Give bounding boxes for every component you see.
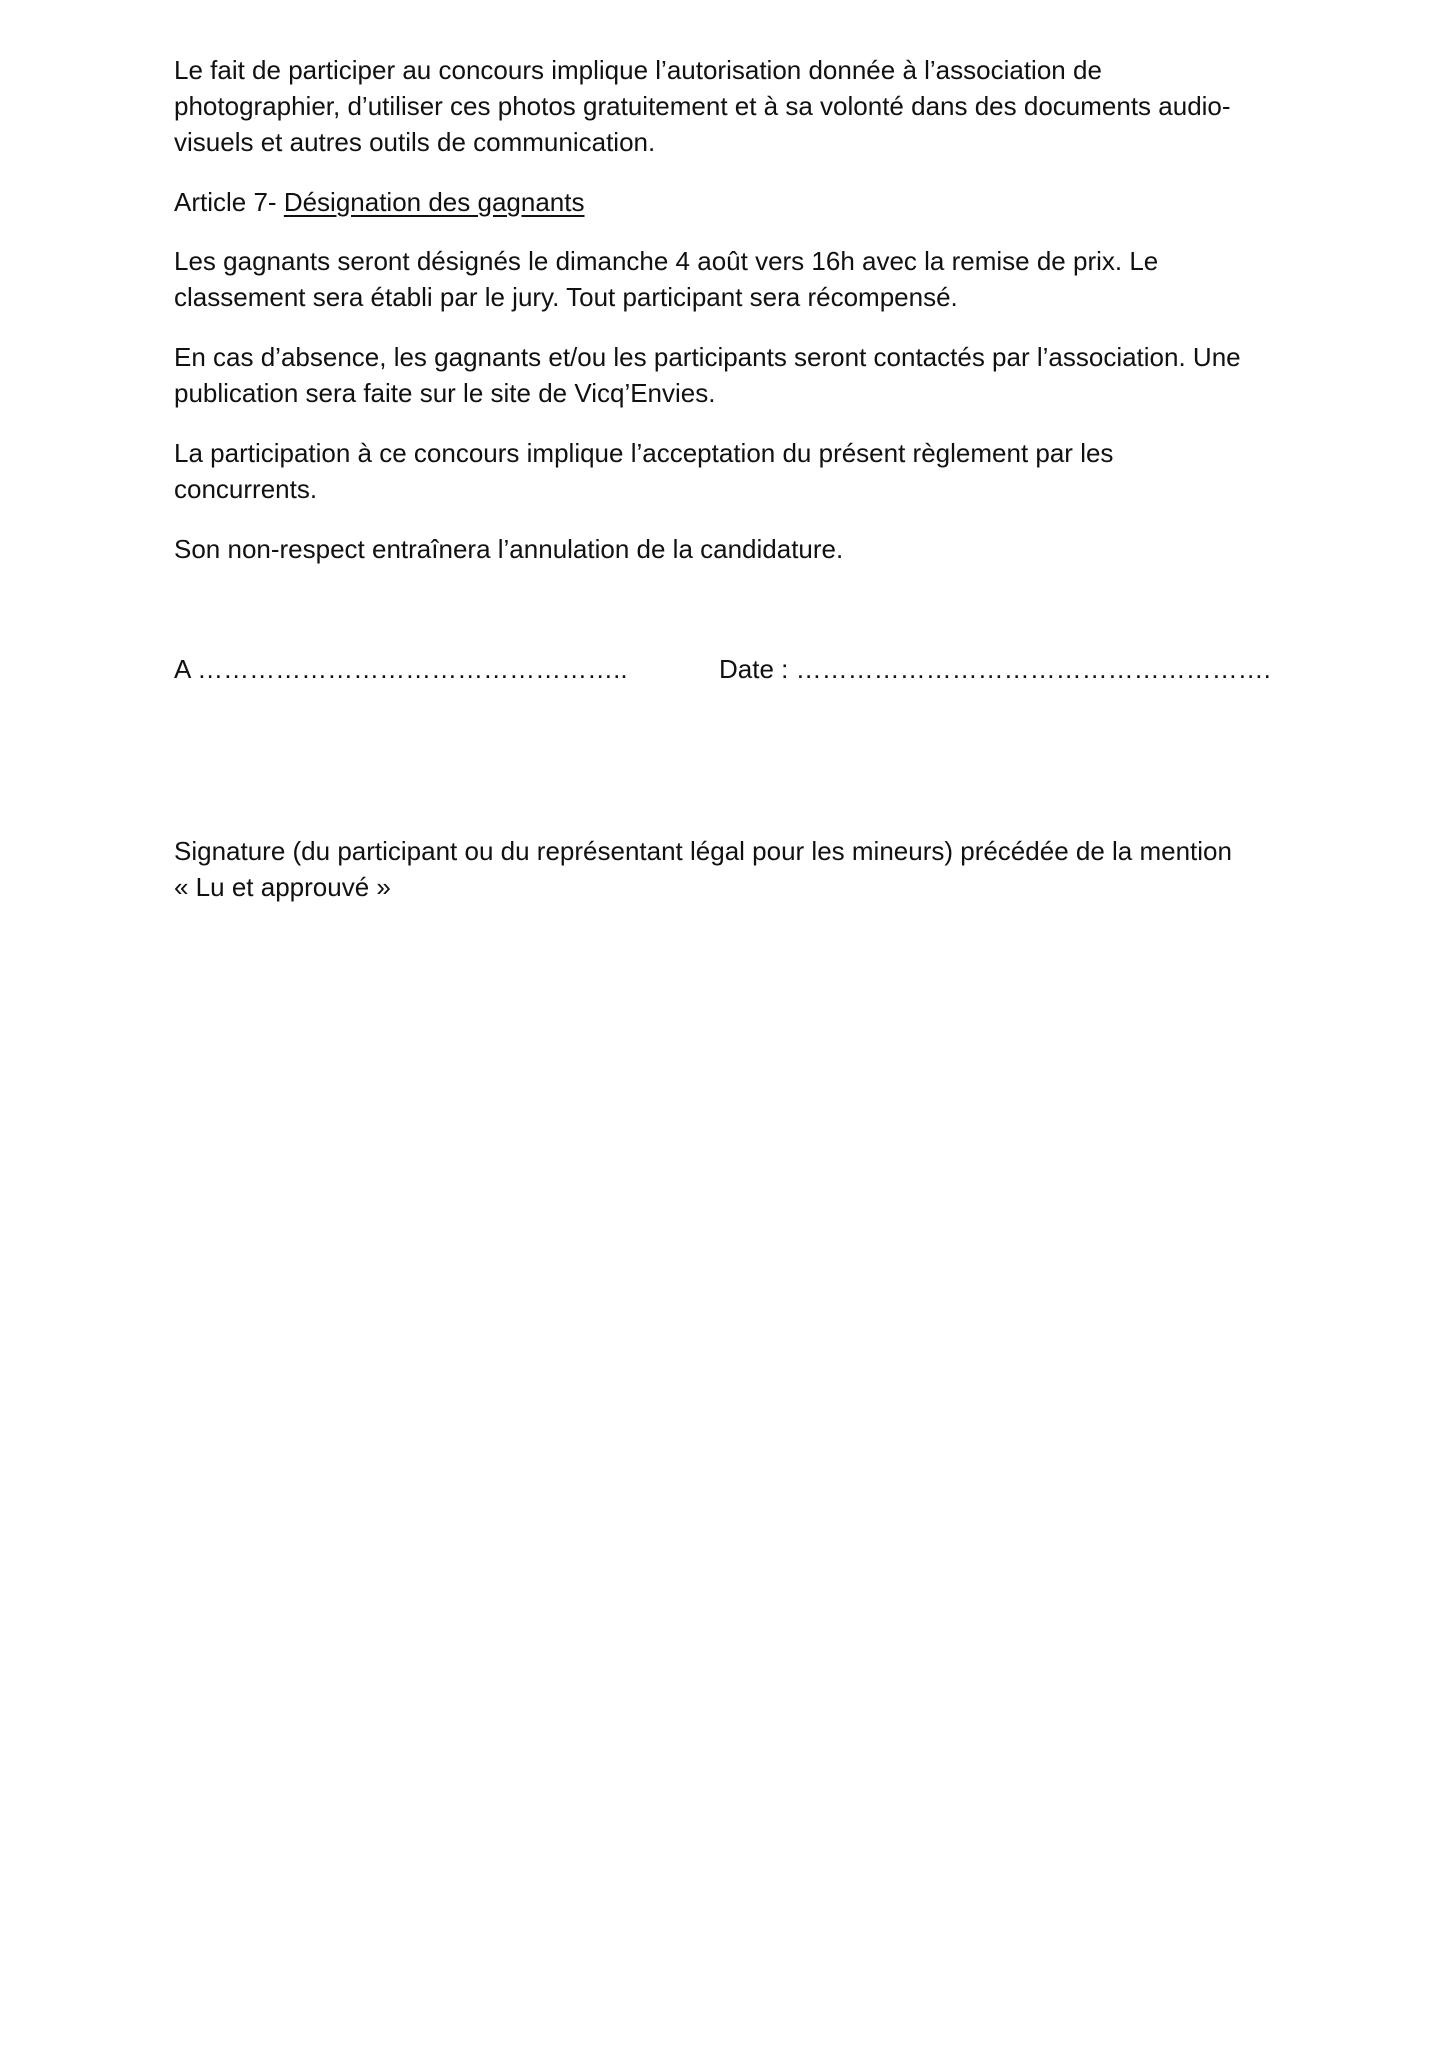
intro-paragraph [174, 52, 1294, 160]
absence-line-1: En cas d’absence, les gagnants et/ou les participants seront contactés par l’association. Une [174, 342, 1241, 372]
intro-line-3: visuels et autres outils de communication. [174, 127, 656, 157]
article-7-prefix: Article 7- [174, 187, 284, 217]
acceptance-line-2: concurrents. [174, 474, 318, 504]
absence-paragraph [174, 339, 1294, 411]
nonrespect-line: Son non-respect entraînera l’annulation de la candidature. [174, 534, 844, 564]
nonrespect-paragraph [174, 531, 1294, 567]
signature-line-1: Signature (du participant ou du représentant légal pour les mineurs) précédée de la mention [174, 836, 1232, 866]
winners-line-2: classement sera établi par le jury. Tout participant sera récompensé. [174, 282, 958, 312]
acceptance-paragraph [174, 435, 1294, 507]
intro-line-2: photographier, d’utiliser ces photos gratuitement et à sa volonté dans des documents audio- [174, 91, 1231, 121]
signature-paragraph [174, 833, 1294, 905]
intro-line-1: Le fait de participer au concours implique l’autorisation donnée à l’association de [174, 55, 1102, 85]
winners-line-1: Les gagnants seront désignés le dimanche 4 août vers 16h avec la remise de prix. Le [174, 246, 1159, 276]
signature-line-2: « Lu et approuvé » [174, 872, 391, 902]
winners-paragraph [174, 243, 1294, 315]
date-field: Date : ………………………………………………. [719, 654, 1271, 684]
absence-line-2: publication sera faite sur le site de Vicq’Envies. [174, 378, 716, 408]
article-7-title: Désignation des gagnants [283, 187, 585, 217]
acceptance-line-1: La participation à ce concours implique l’acceptation du présent règlement par les [174, 438, 1114, 468]
place-field: A ………………………………………….. [174, 654, 628, 684]
article-7-heading [174, 184, 1294, 220]
